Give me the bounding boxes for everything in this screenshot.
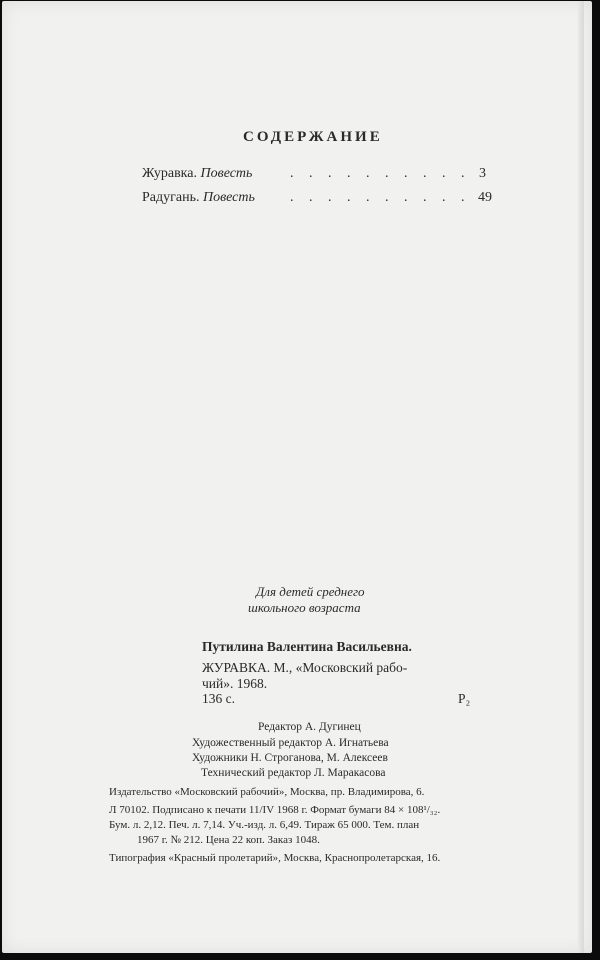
editor-credit: Редактор А. Дугинец xyxy=(258,721,361,733)
printing-house-line: Типография «Красный пролетарий», Москва, Краснопролетарская, 16. xyxy=(109,852,441,864)
toc-entry-page: 49 xyxy=(478,190,492,205)
toc-entry-title-group xyxy=(142,166,252,182)
bib-line-1: ЖУРАВКА. М., «Московский рабо- xyxy=(202,660,408,675)
publisher-line: Издательство «Московский рабочий», Москва, пр. Владимирова, 6. xyxy=(109,786,425,798)
toc-entry-title: Журавка. xyxy=(142,166,197,181)
audience-line-2: школьного возраста xyxy=(248,600,361,615)
bib-line-2: чий». 1968. xyxy=(202,676,268,691)
tech-editor-credit: Технический редактор Л. Маракасова xyxy=(201,767,386,779)
print-details-line-3: 1967 г. № 212. Цена 22 коп. Заказ 1048. xyxy=(137,834,320,846)
audience-line-1: Для детей среднего xyxy=(256,584,365,599)
toc-entry-title-group xyxy=(142,190,255,206)
page-count: 136 с. xyxy=(202,691,235,706)
print-details-line-2: Бум. л. 2,12. Печ. л. 7,14. Уч.-изд. л. 6,49. Тираж 65 000. Тем. план xyxy=(109,819,420,831)
toc-entry xyxy=(142,190,492,210)
book-page xyxy=(2,1,592,953)
classification-index: Р₂ xyxy=(458,691,471,706)
artists-credit: Художники Н. Строганова, М. Алексеев xyxy=(192,752,388,764)
toc-entry-title: Радугань. xyxy=(142,190,200,205)
toc-dot-leader: . . . . . . . . . . xyxy=(290,166,471,181)
toc-dot-leader: . . . . . . . . . . xyxy=(290,190,471,205)
page-edge xyxy=(578,1,584,953)
art-editor-credit: Художественный редактор А. Игнатьева xyxy=(192,737,389,749)
toc-entry xyxy=(142,166,492,186)
toc-entry-page: 3 xyxy=(479,166,486,181)
print-details-line-1: Л 70102. Подписано к печати 11/IV 1968 г. Формат бумаги 84 × 108¹/₃₂. xyxy=(109,804,441,816)
toc-entry-genre: Повесть xyxy=(200,166,253,181)
toc-entry-genre: Повесть xyxy=(202,190,255,205)
toc-heading: СОДЕРЖАНИЕ xyxy=(243,129,383,145)
author-name: Путилина Валентина Васильевна. xyxy=(202,639,412,654)
